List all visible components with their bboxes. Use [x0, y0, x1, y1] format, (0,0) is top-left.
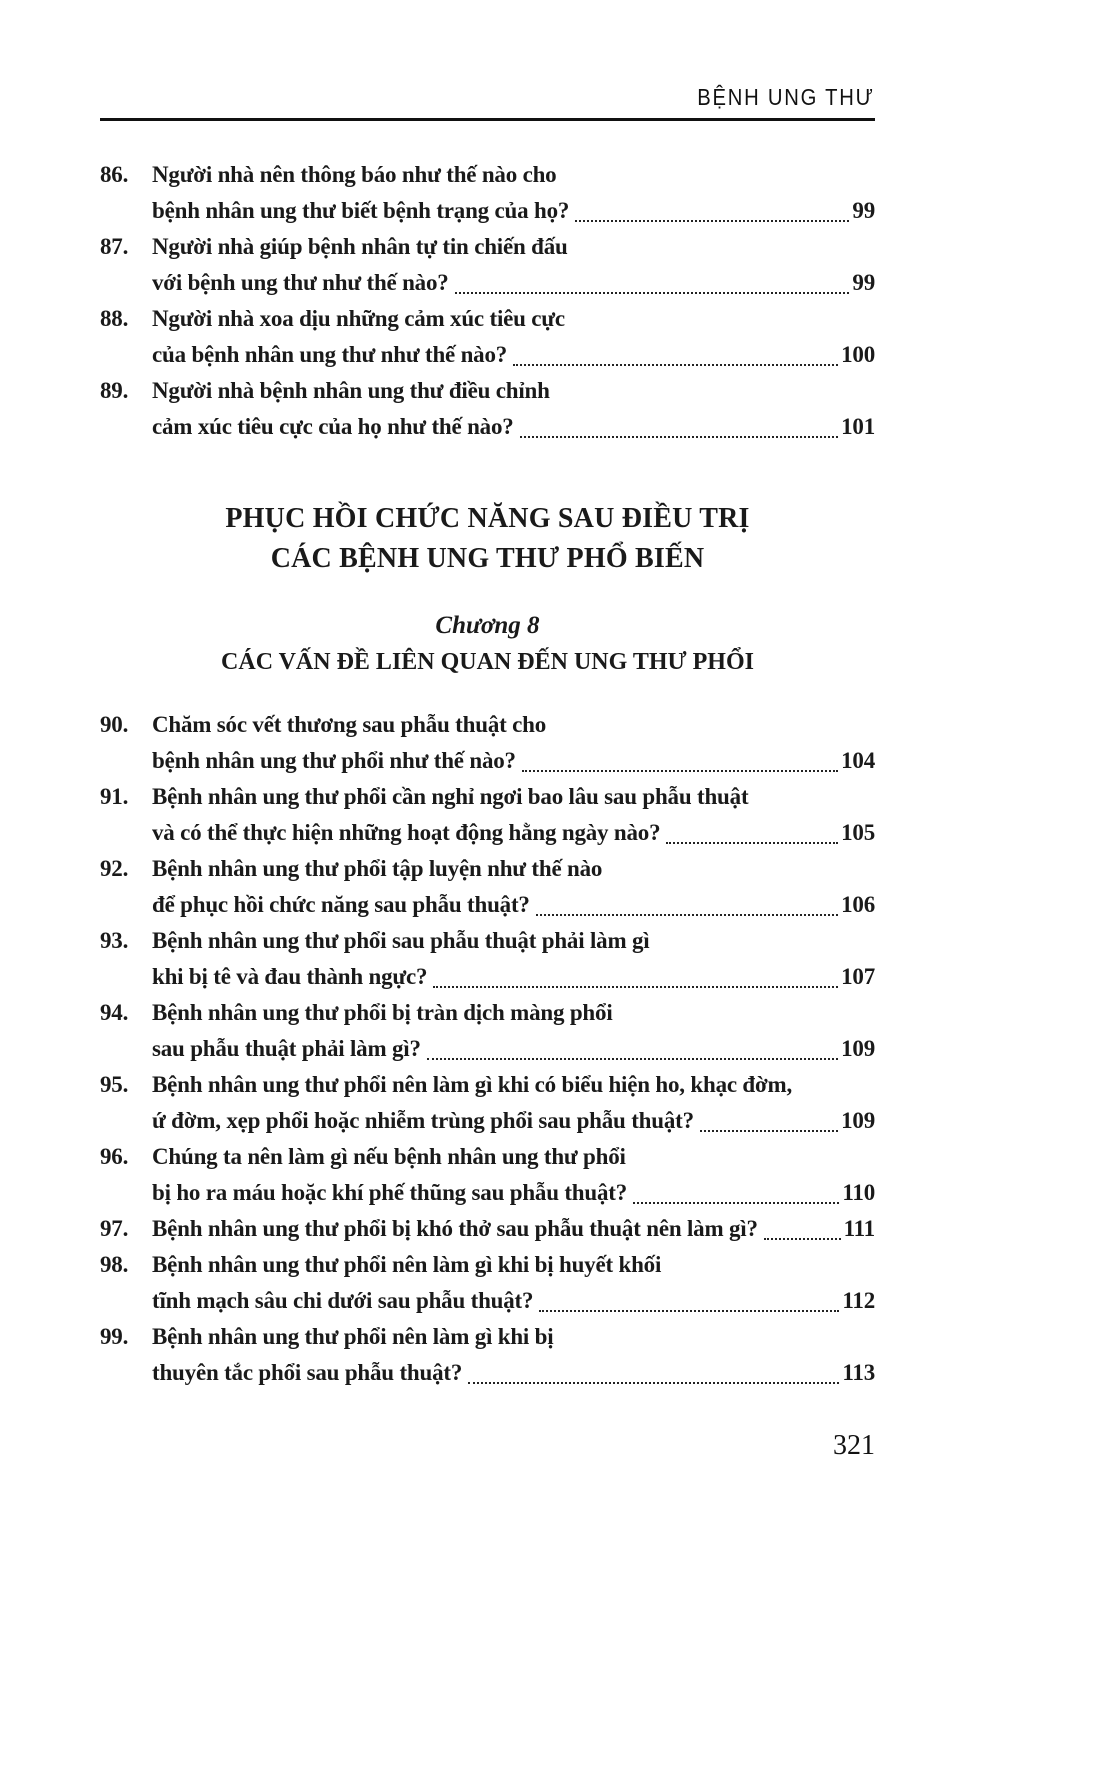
toc-entry-number: 91. [100, 784, 129, 809]
running-header [100, 84, 875, 110]
toc-page-ref: 113 [842, 1360, 875, 1385]
toc-entry-number: 88. [100, 306, 129, 331]
toc-entry-indent [100, 815, 152, 851]
chapter-title: Chương 8 [435, 612, 540, 639]
toc-entry-text: Người nhà bệnh nhân ung thư điều chỉnh [152, 378, 550, 403]
toc-entry-text: cảm xúc tiêu cực của họ như thế nào? [152, 414, 514, 439]
toc-entry-number: 98. [100, 1252, 129, 1277]
toc-entry-indent [100, 409, 152, 445]
toc-entry-number: 90. [100, 712, 129, 737]
toc-entry [100, 1319, 875, 1391]
toc-entry-row [100, 1175, 875, 1211]
toc-entry [100, 707, 875, 779]
toc-entry-number: 95. [100, 1072, 129, 1097]
toc-entry-text: và có thể thực hiện những hoạt động hằng ngày nào? [152, 820, 661, 845]
toc-entry-indent [100, 1283, 152, 1319]
toc-page-ref: 111 [843, 1216, 875, 1241]
toc-entry-indent [100, 193, 152, 229]
toc-entry-text: tĩnh mạch sâu chi dưới sau phẫu thuật? [152, 1288, 534, 1313]
toc-entry-row [100, 193, 875, 229]
toc-entry-indent [100, 887, 152, 923]
toc-page-ref: 104 [841, 748, 875, 773]
toc-entry-indent [100, 337, 152, 373]
toc-entry-text: Người nhà xoa dịu những cảm xúc tiêu cực [152, 306, 565, 331]
toc-entry [100, 301, 875, 373]
toc-part1 [100, 157, 875, 445]
dot-leader [433, 952, 838, 988]
section-heading-line2: CÁC BỆNH UNG THƯ PHỔ BIẾN [270, 543, 705, 574]
toc-entry-indent [100, 265, 152, 301]
dot-leader [633, 1168, 839, 1204]
toc-entry-number: 96. [100, 1144, 129, 1169]
dot-leader [522, 736, 838, 772]
toc-page-ref: 106 [841, 892, 875, 917]
toc-entry-text: Bệnh nhân ung thư phổi cần nghỉ ngơi bao lâu sau phẫu thuật [152, 784, 749, 809]
toc-entry-row [100, 1211, 875, 1247]
toc-entry-number: 87. [100, 234, 129, 259]
toc-entry [100, 851, 875, 923]
toc-entry [100, 1247, 875, 1319]
toc-entry-indent [100, 743, 152, 779]
toc-entry-text: Người nhà nên thông báo như thế nào cho [152, 162, 557, 187]
toc-entry-indent [100, 959, 152, 995]
dot-leader [666, 808, 838, 844]
toc-entry-number: 89. [100, 378, 129, 403]
toc-entry-number: 94. [100, 1000, 129, 1025]
chapter-heading [100, 609, 875, 681]
toc-entry [100, 157, 875, 229]
toc-entry-number: 93. [100, 928, 129, 953]
running-header-text: BỆNH UNG THƯ [697, 84, 875, 110]
toc-entry [100, 373, 875, 445]
toc-entry [100, 1067, 875, 1139]
toc-entry-text: sau phẫu thuật phải làm gì? [152, 1036, 421, 1061]
dot-leader [455, 258, 850, 294]
toc-entry-text: Bệnh nhân ung thư phổi bị khó thở sau phẫu thuật nên làm gì? [152, 1216, 758, 1241]
toc-page-ref: 101 [841, 414, 875, 439]
toc-entry-text: ứ đờm, xẹp phổi hoặc nhiễm trùng phổi sau phẫu thuật? [152, 1108, 694, 1133]
toc-entry [100, 1139, 875, 1211]
toc-entry-indent [100, 1355, 152, 1391]
toc-entry-text: Bệnh nhân ung thư phổi nên làm gì khi bị huyết khối [152, 1252, 662, 1277]
header-rule [100, 118, 875, 121]
dot-leader [539, 1276, 839, 1312]
dot-leader [520, 402, 839, 438]
toc-page-ref: 105 [841, 820, 875, 845]
toc-page-ref: 100 [841, 342, 875, 367]
toc-entry-text: Bệnh nhân ung thư phổi nên làm gì khi bị [152, 1324, 554, 1349]
toc-part2 [100, 707, 875, 1391]
toc-entry-text: của bệnh nhân ung thư như thế nào? [152, 342, 508, 367]
toc-entry-row [100, 265, 875, 301]
dot-leader [700, 1096, 838, 1132]
dot-leader [513, 330, 838, 366]
toc-entry [100, 995, 875, 1067]
dot-leader [468, 1348, 839, 1384]
toc-entry [100, 229, 875, 301]
toc-entry-text: Chăm sóc vết thương sau phẫu thuật cho [152, 712, 547, 737]
toc-page-ref: 99 [852, 198, 875, 223]
toc-entry-row [100, 337, 875, 373]
toc-entry [100, 923, 875, 995]
toc-entry-text: để phục hồi chức năng sau phẫu thuật? [152, 892, 530, 917]
toc-entry-text: Bệnh nhân ung thư phổi bị tràn dịch màng phổi [152, 1000, 613, 1025]
page-number: 321 [833, 1430, 875, 1461]
dot-leader [536, 880, 838, 916]
toc-page-ref: 112 [842, 1288, 875, 1313]
toc-page-ref: 109 [841, 1108, 875, 1133]
toc-page-ref: 110 [842, 1180, 875, 1205]
toc-entry-text: thuyên tắc phổi sau phẫu thuật? [152, 1360, 463, 1385]
toc-entry-text: Bệnh nhân ung thư phổi tập luyện như thế nào [152, 856, 603, 881]
toc-entry-number: 92. [100, 856, 129, 881]
dot-leader [427, 1024, 838, 1060]
toc-entry-row [100, 887, 875, 923]
toc-entry-text: khi bị tê và đau thành ngực? [152, 964, 428, 989]
toc-entry-number: 99. [100, 1324, 129, 1349]
toc-entry-text: với bệnh ung thư như thế nào? [152, 270, 449, 295]
toc-entry-row [100, 1103, 875, 1139]
toc-entry [100, 779, 875, 851]
toc-entry-row [100, 959, 875, 995]
toc-entry-indent [100, 1175, 152, 1211]
toc-entry-text: Bệnh nhân ung thư phổi sau phẫu thuật phải làm gì [152, 928, 650, 953]
toc-entry-text: bị ho ra máu hoặc khí phế thũng sau phẫu thuật? [152, 1180, 628, 1205]
toc-entry [100, 1211, 875, 1247]
toc-entry-number: 86. [100, 162, 129, 187]
toc-entry-row [100, 815, 875, 851]
toc-entry-text: bệnh nhân ung thư phổi như thế nào? [152, 748, 516, 773]
toc-page-ref: 107 [841, 964, 875, 989]
dot-leader [764, 1204, 841, 1240]
toc-entry-number: 97. [100, 1216, 129, 1241]
dot-leader [575, 186, 849, 222]
toc-entry-row [100, 1355, 875, 1391]
section-heading [100, 499, 875, 579]
toc-page-ref: 109 [841, 1036, 875, 1061]
toc-entry-row [100, 743, 875, 779]
toc-entry-row [100, 1031, 875, 1067]
toc-entry-row [100, 1283, 875, 1319]
toc-entry-indent [100, 1103, 152, 1139]
toc-page-ref: 99 [852, 270, 875, 295]
toc-entry-text: bệnh nhân ung thư biết bệnh trạng của họ? [152, 198, 570, 223]
toc-entry-indent [100, 1031, 152, 1067]
section-heading-line1: PHỤC HỒI CHỨC NĂNG SAU ĐIỀU TRỊ [225, 503, 750, 534]
toc-entry-text: Chúng ta nên làm gì nếu bệnh nhân ung thư phổi [152, 1144, 626, 1169]
toc-entry-row [100, 409, 875, 445]
toc-entry-text: Người nhà giúp bệnh nhân tự tin chiến đấu [152, 234, 568, 259]
chapter-subtitle: CÁC VẤN ĐỀ LIÊN QUAN ĐẾN UNG THƯ PHỔI [221, 649, 754, 675]
toc-entry-text: Bệnh nhân ung thư phổi nên làm gì khi có biểu hiện ho, khạc đờm, [152, 1072, 793, 1097]
